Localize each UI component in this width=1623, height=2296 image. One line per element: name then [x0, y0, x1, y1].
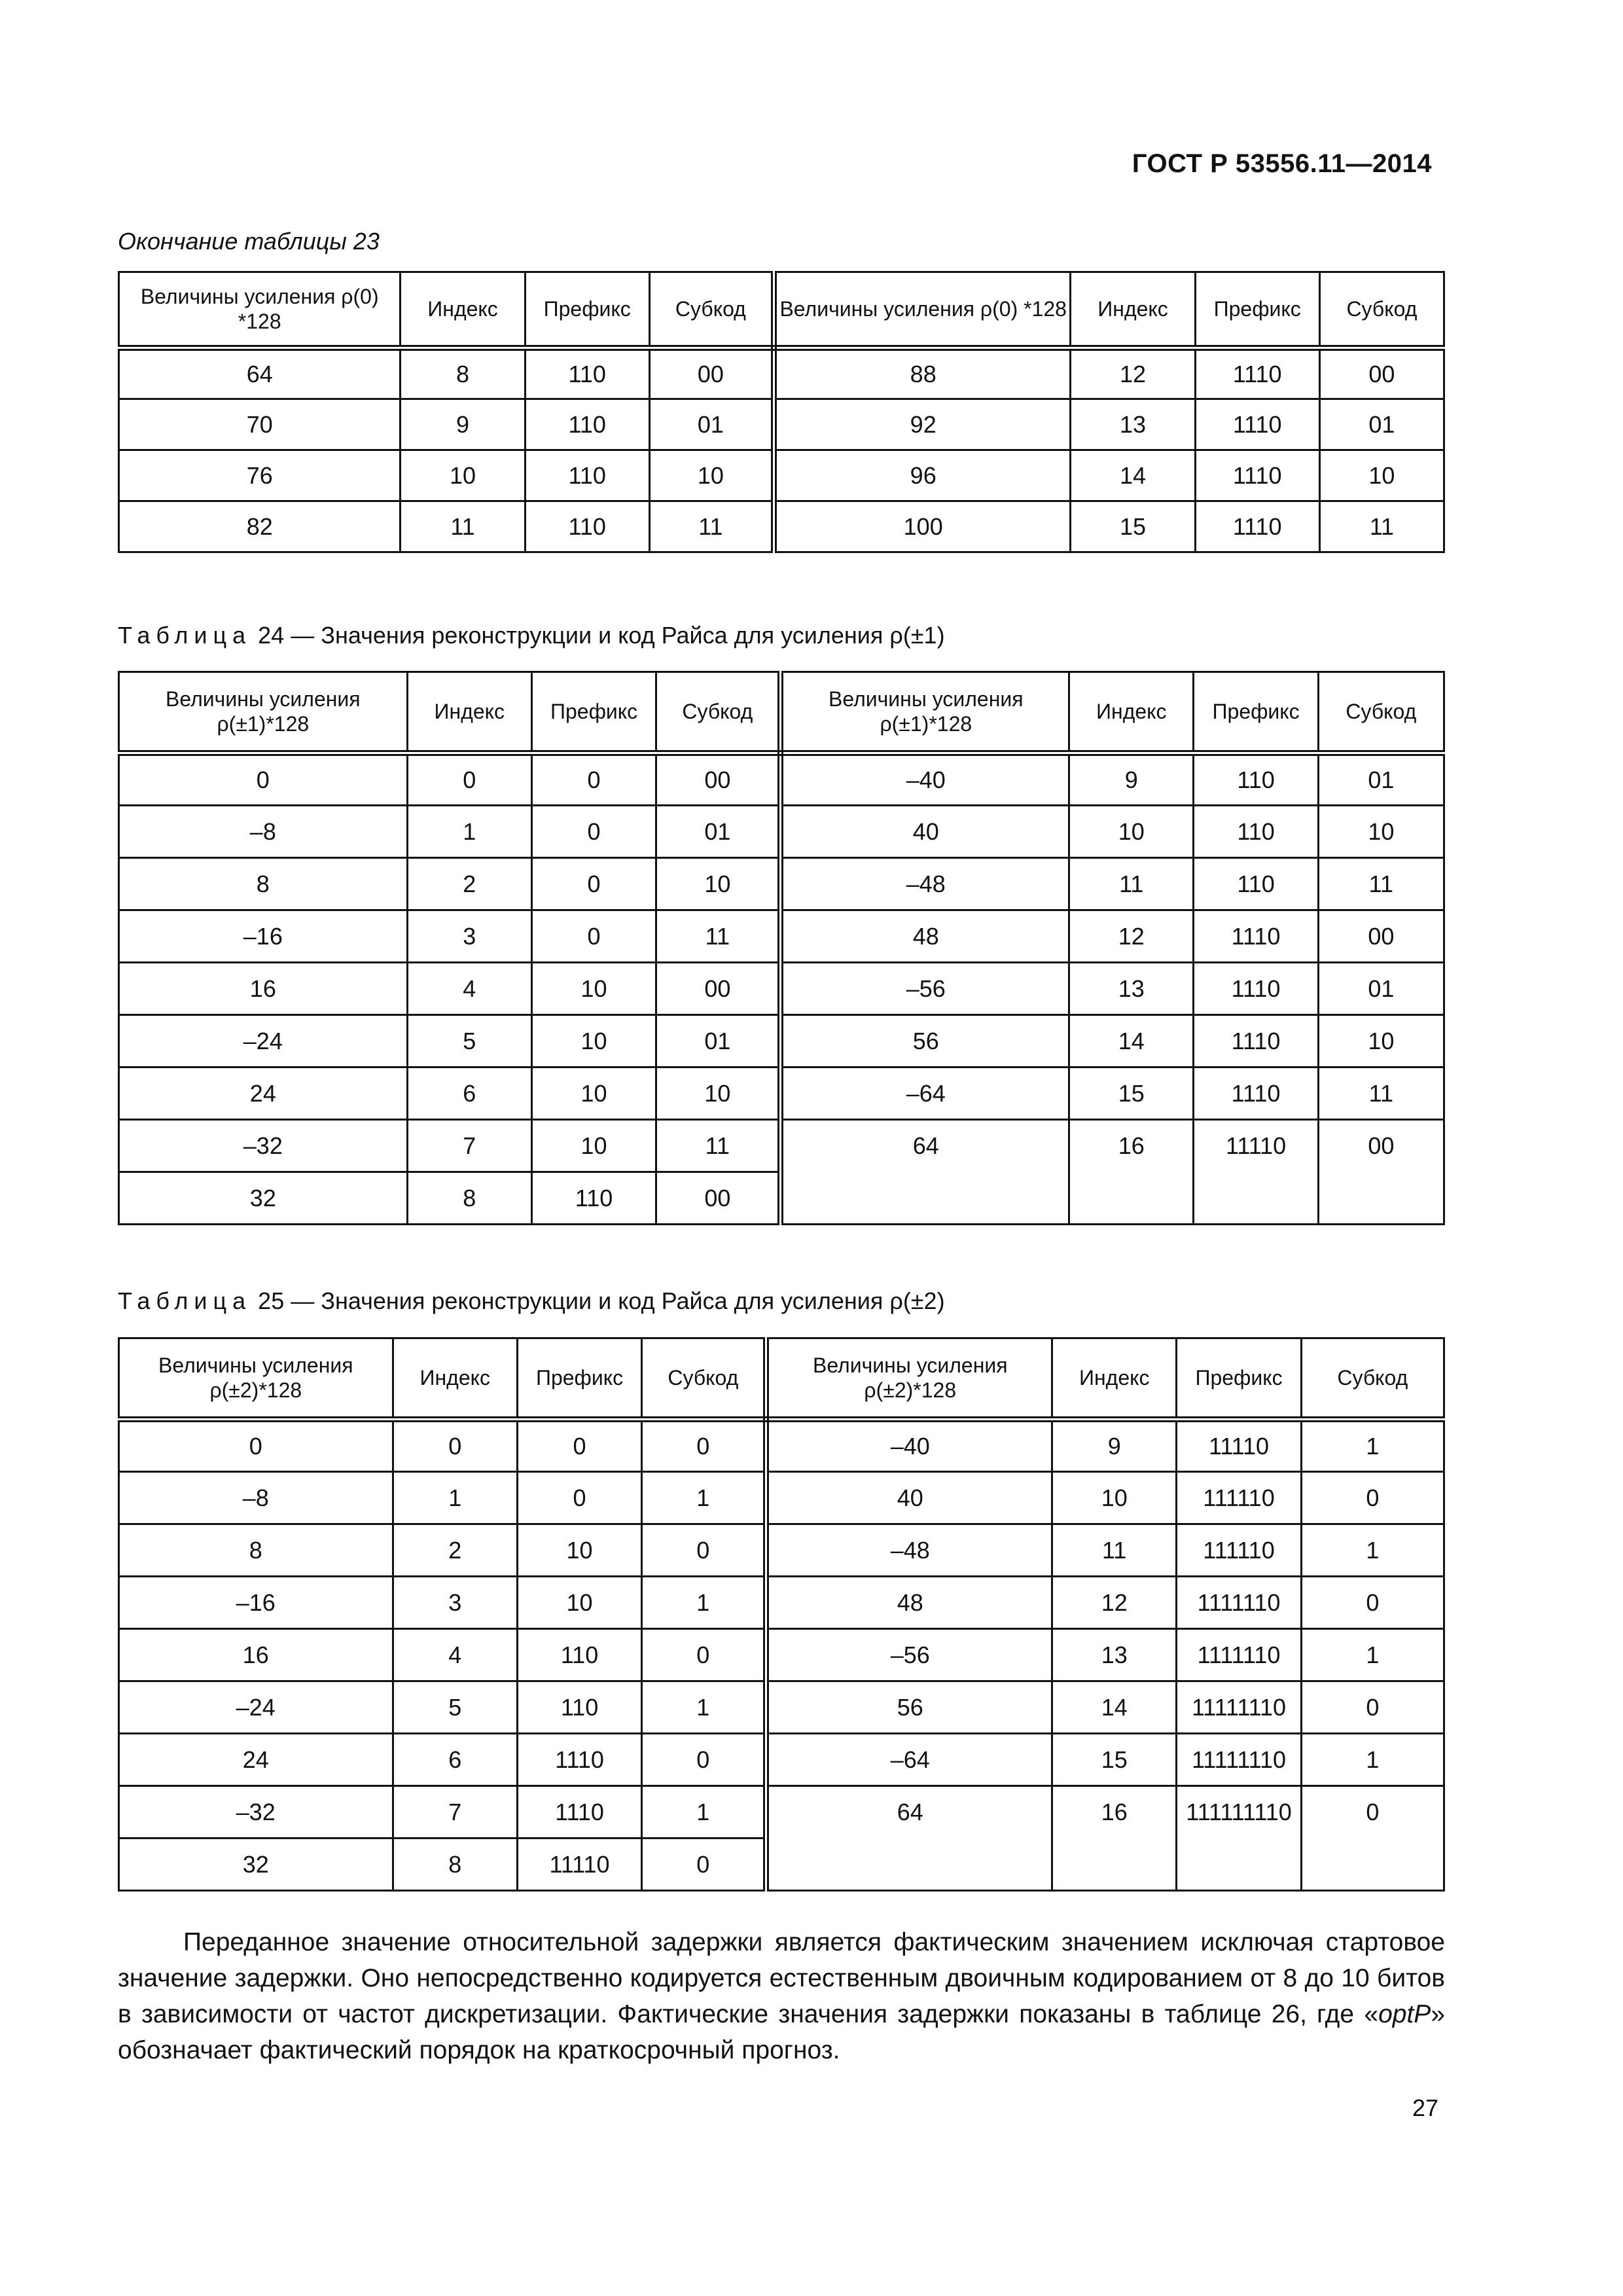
paragraph-text-after: » обозначает фактический порядок на краткосрочный прогноз. [118, 2000, 1445, 2064]
table-cell: 48 [766, 1577, 1052, 1629]
table-cell: 14 [1069, 1015, 1194, 1067]
table-cell: 1 [1301, 1524, 1444, 1577]
table-cell: 1 [642, 1786, 766, 1839]
table-row [119, 1420, 1444, 1472]
table24-caption [118, 622, 945, 649]
table-cell: 1 [642, 1681, 766, 1734]
table-cell: 14 [1052, 1681, 1177, 1734]
table-cell: 3 [393, 1577, 517, 1629]
table-cell: 32 [119, 1172, 408, 1225]
column-header: Величины усиления ρ(±2)*128 [119, 1338, 393, 1420]
paragraph-text-before: Переданное значение относительной задержки является фактическим значением исключая стартовое значение задержки. Оно непосредственно кодируется естественным двоичным кодированием от 8 до 10 битов в зависимости от частот дискретизации. Фактические значения задержки показаны в таблице 26, где « [118, 1928, 1445, 2028]
table-cell: 110 [531, 1172, 656, 1225]
table-cell: 0 [407, 753, 531, 806]
table-cell: 110 [525, 501, 649, 552]
table-cell: 0 [119, 1420, 393, 1472]
table-cell: 1110 [1194, 963, 1318, 1015]
table-cell: 10 [401, 450, 525, 501]
table-cell: –8 [119, 806, 408, 858]
table-cell: 11 [649, 501, 774, 552]
table-cell: 11 [1318, 1067, 1444, 1120]
table-cell: –32 [119, 1120, 408, 1172]
table-cell: 01 [1319, 399, 1444, 450]
table-cell: 01 [1318, 963, 1444, 1015]
table-cell: 7 [393, 1786, 517, 1839]
table-cell [1194, 1172, 1318, 1225]
header-row [119, 1338, 1444, 1420]
table-cell: –56 [766, 1629, 1052, 1681]
table-cell: 11110 [1194, 1120, 1318, 1172]
table-cell: 11 [656, 1120, 781, 1172]
table-cell: 0 [1301, 1472, 1444, 1524]
table-row [119, 963, 1444, 1015]
column-header: Префикс [531, 672, 656, 753]
table-cell: 1111110 [1177, 1629, 1301, 1681]
table-cell: 9 [401, 399, 525, 450]
column-header: Индекс [407, 672, 531, 753]
table-cell: 1110 [517, 1786, 641, 1839]
table-row [119, 1629, 1444, 1681]
table-cell: 16 [119, 1629, 393, 1681]
table-cell: 24 [119, 1734, 393, 1786]
table-cell: 10 [531, 1015, 656, 1067]
table-cell: 0 [642, 1524, 766, 1577]
table-cell: 10 [656, 1067, 781, 1120]
table-cell: 10 [649, 450, 774, 501]
table-cell: 15 [1052, 1734, 1177, 1786]
table-cell: 11111110 [1177, 1734, 1301, 1786]
table-cell: 10 [656, 858, 781, 910]
table-cell: 01 [1318, 753, 1444, 806]
table-cell: –24 [119, 1015, 408, 1067]
table-cell: 9 [1069, 753, 1194, 806]
table-row [119, 1524, 1444, 1577]
table-cell: 0 [1301, 1786, 1444, 1839]
table-cell: 48 [781, 910, 1069, 963]
column-header: Субкод [649, 272, 774, 348]
table-cell: 92 [774, 399, 1070, 450]
column-header: Величины усиления ρ(±1)*128 [119, 672, 408, 753]
table-cell: 32 [119, 1839, 393, 1891]
table-row [119, 1472, 1444, 1524]
column-header: Префикс [1195, 272, 1319, 348]
table-24 [118, 671, 1445, 1225]
table-row [119, 1577, 1444, 1629]
table-cell: 11110 [517, 1839, 641, 1891]
column-header: Величины усиления ρ(±1)*128 [781, 672, 1069, 753]
table-cell: 15 [1069, 1067, 1194, 1120]
table-cell: 10 [1052, 1472, 1177, 1524]
column-header: Величины усиления ρ(±2)*128 [766, 1338, 1052, 1420]
header-row [119, 272, 1444, 348]
table-cell: 16 [119, 963, 408, 1015]
column-header: Индекс [1052, 1338, 1177, 1420]
table-cell: 111110 [1177, 1524, 1301, 1577]
table-cell: 00 [1318, 1120, 1444, 1172]
column-header: Индекс [393, 1338, 517, 1420]
table-cell: 1110 [1195, 399, 1319, 450]
table-cell: 12 [1071, 348, 1195, 399]
table-cell: 111111110 [1177, 1786, 1301, 1839]
column-header: Субкод [642, 1338, 766, 1420]
table-row [119, 1839, 1444, 1891]
table-cell: 1110 [1195, 450, 1319, 501]
table-cell: 110 [1194, 753, 1318, 806]
table-cell: –8 [119, 1472, 393, 1524]
table-cell: 0 [531, 910, 656, 963]
table-23 [118, 271, 1445, 553]
table-cell: –32 [119, 1786, 393, 1839]
table-cell: 1 [642, 1577, 766, 1629]
table-cell: 11 [1069, 858, 1194, 910]
table-cell: 1 [407, 806, 531, 858]
column-header: Субкод [1318, 672, 1444, 753]
table-cell [766, 1839, 1052, 1891]
table-cell: 40 [781, 806, 1069, 858]
table-cell: 8 [119, 1524, 393, 1577]
table-cell: 12 [1052, 1577, 1177, 1629]
table-cell: 56 [766, 1681, 1052, 1734]
table-cell: 14 [1071, 450, 1195, 501]
table-cell: 13 [1069, 963, 1194, 1015]
table-cell: 0 [517, 1420, 641, 1472]
table-cell: 00 [656, 1172, 781, 1225]
table-cell: 00 [1319, 348, 1444, 399]
table-cell: 16 [1069, 1120, 1194, 1172]
table-cell: 1 [1301, 1420, 1444, 1472]
table-cell: 110 [525, 348, 649, 399]
table-cell: –48 [766, 1524, 1052, 1577]
table-cell: 1 [393, 1472, 517, 1524]
table-row [119, 753, 1444, 806]
table-cell: 8 [393, 1839, 517, 1891]
table-cell: –16 [119, 910, 408, 963]
table-row [119, 1015, 1444, 1067]
table-cell: 0 [119, 753, 408, 806]
table24-caption-word: Таблица [118, 622, 252, 649]
table-row [119, 1172, 1444, 1225]
table-cell: 01 [656, 806, 781, 858]
table-cell: 0 [393, 1420, 517, 1472]
table-row [119, 910, 1444, 963]
table-cell: 10 [531, 963, 656, 1015]
table-cell: 1110 [1195, 348, 1319, 399]
table-cell: 00 [656, 963, 781, 1015]
table-cell: 10 [1318, 806, 1444, 858]
table-cell: 110 [1194, 806, 1318, 858]
table-cell: 76 [119, 450, 401, 501]
table-row [119, 450, 1444, 501]
table-cell: 0 [642, 1839, 766, 1891]
table-cell: 12 [1069, 910, 1194, 963]
column-header: Субкод [1319, 272, 1444, 348]
table-row [119, 1067, 1444, 1120]
table-cell: 11110 [1177, 1420, 1301, 1472]
table-cell: 11 [1052, 1524, 1177, 1577]
table24-caption-text: 24 — Значения реконструкции и код Райса для усиления ρ(±1) [258, 622, 945, 649]
table-cell: 4 [393, 1629, 517, 1681]
table-cell: 1110 [1194, 910, 1318, 963]
table-cell: 15 [1071, 501, 1195, 552]
table25-caption-text: 25 — Значения реконструкции и код Райса для усиления ρ(±2) [258, 1287, 945, 1314]
table-cell: 8 [119, 858, 408, 910]
table-cell: 1110 [517, 1734, 641, 1786]
table-cell: 64 [781, 1120, 1069, 1172]
column-header: Величины усиления ρ(0) *128 [774, 272, 1070, 348]
table-cell: 0 [642, 1420, 766, 1472]
table-cell: 5 [407, 1015, 531, 1067]
table-cell: 2 [407, 858, 531, 910]
table-cell: –40 [781, 753, 1069, 806]
column-header: Субкод [1301, 1338, 1444, 1420]
table-cell: 110 [517, 1681, 641, 1734]
table-row [119, 1734, 1444, 1786]
paragraph-term: optP [1378, 2000, 1431, 2028]
table-row [119, 399, 1444, 450]
table-cell: –64 [766, 1734, 1052, 1786]
table-cell: –40 [766, 1420, 1052, 1472]
table-cell: 01 [656, 1015, 781, 1067]
table-cell: 13 [1071, 399, 1195, 450]
table-cell: 13 [1052, 1629, 1177, 1681]
table-cell: 11 [1318, 858, 1444, 910]
table-cell: 4 [407, 963, 531, 1015]
table-cell: 11 [1319, 501, 1444, 552]
table-cell: 110 [517, 1629, 641, 1681]
table-cell: 1111110 [1177, 1577, 1301, 1629]
table-cell: –48 [781, 858, 1069, 910]
table-row [119, 348, 1444, 399]
table-cell: 111110 [1177, 1472, 1301, 1524]
table-25 [118, 1337, 1445, 1892]
table-cell: 0 [531, 806, 656, 858]
column-header: Субкод [656, 672, 781, 753]
table-cell: 56 [781, 1015, 1069, 1067]
column-header: Префикс [1177, 1338, 1301, 1420]
table-cell: 82 [119, 501, 401, 552]
table-cell: 0 [1301, 1577, 1444, 1629]
table-cell: 0 [531, 858, 656, 910]
table-cell: 1110 [1195, 501, 1319, 552]
document-code: ГОСТ Р 53556.11—2014 [1132, 149, 1432, 178]
table-cell: –24 [119, 1681, 393, 1734]
table-row [119, 501, 1444, 552]
table-cell [1177, 1839, 1301, 1891]
table-cell: 10 [1069, 806, 1194, 858]
table-cell: 00 [656, 753, 781, 806]
table-cell: 0 [531, 753, 656, 806]
body-paragraph [118, 1924, 1445, 2068]
table-cell: 64 [766, 1786, 1052, 1839]
table-cell: –64 [781, 1067, 1069, 1120]
table-cell: 8 [401, 348, 525, 399]
table-cell: 10 [1318, 1015, 1444, 1067]
table-cell: 110 [525, 450, 649, 501]
table-cell: 70 [119, 399, 401, 450]
table-cell [1052, 1839, 1177, 1891]
table-cell: 0 [642, 1734, 766, 1786]
table-cell: 5 [393, 1681, 517, 1734]
column-header: Префикс [525, 272, 649, 348]
table-cell: 1110 [1194, 1015, 1318, 1067]
table-row [119, 1786, 1444, 1839]
table-cell: 0 [517, 1472, 641, 1524]
table-cell: 6 [407, 1067, 531, 1120]
table-cell: 1 [1301, 1629, 1444, 1681]
table-cell: 0 [1301, 1681, 1444, 1734]
table-cell: 6 [393, 1734, 517, 1786]
table-cell: 00 [649, 348, 774, 399]
table-cell: –16 [119, 1577, 393, 1629]
table-cell: 11111110 [1177, 1681, 1301, 1734]
table-cell: 100 [774, 501, 1070, 552]
table-cell: 24 [119, 1067, 408, 1120]
table-cell: 0 [642, 1629, 766, 1681]
column-header: Префикс [1194, 672, 1318, 753]
table-cell [781, 1172, 1069, 1225]
table-cell: 11 [401, 501, 525, 552]
table-cell: 110 [525, 399, 649, 450]
table-cell: 16 [1052, 1786, 1177, 1839]
table-cell: 00 [1318, 910, 1444, 963]
table-cell [1069, 1172, 1194, 1225]
table-row [119, 806, 1444, 858]
table-cell: 10 [531, 1067, 656, 1120]
table-row [119, 858, 1444, 910]
column-header: Индекс [401, 272, 525, 348]
table-cell: 64 [119, 348, 401, 399]
table-cell: 9 [1052, 1420, 1177, 1472]
page-number: 27 [1412, 2094, 1438, 2121]
table-row [119, 1120, 1444, 1172]
table-row [119, 1681, 1444, 1734]
table-cell: 8 [407, 1172, 531, 1225]
table23-caption: Окончание таблицы 23 [118, 228, 380, 255]
table-cell: 10 [517, 1577, 641, 1629]
table-cell: 11 [656, 910, 781, 963]
table25-caption [118, 1287, 945, 1315]
table-cell [1318, 1172, 1444, 1225]
table-cell: 01 [649, 399, 774, 450]
table-cell: 10 [531, 1120, 656, 1172]
column-header: Префикс [517, 1338, 641, 1420]
column-header: Величины усиления ρ(0) *128 [119, 272, 401, 348]
table-cell [1301, 1839, 1444, 1891]
table25-caption-word: Таблица [118, 1287, 252, 1314]
table-cell: 10 [517, 1524, 641, 1577]
header-row [119, 672, 1444, 753]
table-cell: –56 [781, 963, 1069, 1015]
table-cell: 2 [393, 1524, 517, 1577]
table-cell: 88 [774, 348, 1070, 399]
column-header: Индекс [1069, 672, 1194, 753]
table-cell: 110 [1194, 858, 1318, 910]
table-cell: 96 [774, 450, 1070, 501]
table-cell: 1110 [1194, 1067, 1318, 1120]
table-cell: 40 [766, 1472, 1052, 1524]
table-cell: 1 [642, 1472, 766, 1524]
table-cell: 1 [1301, 1734, 1444, 1786]
table-cell: 3 [407, 910, 531, 963]
column-header: Индекс [1071, 272, 1195, 348]
table-cell: 10 [1319, 450, 1444, 501]
table-cell: 7 [407, 1120, 531, 1172]
